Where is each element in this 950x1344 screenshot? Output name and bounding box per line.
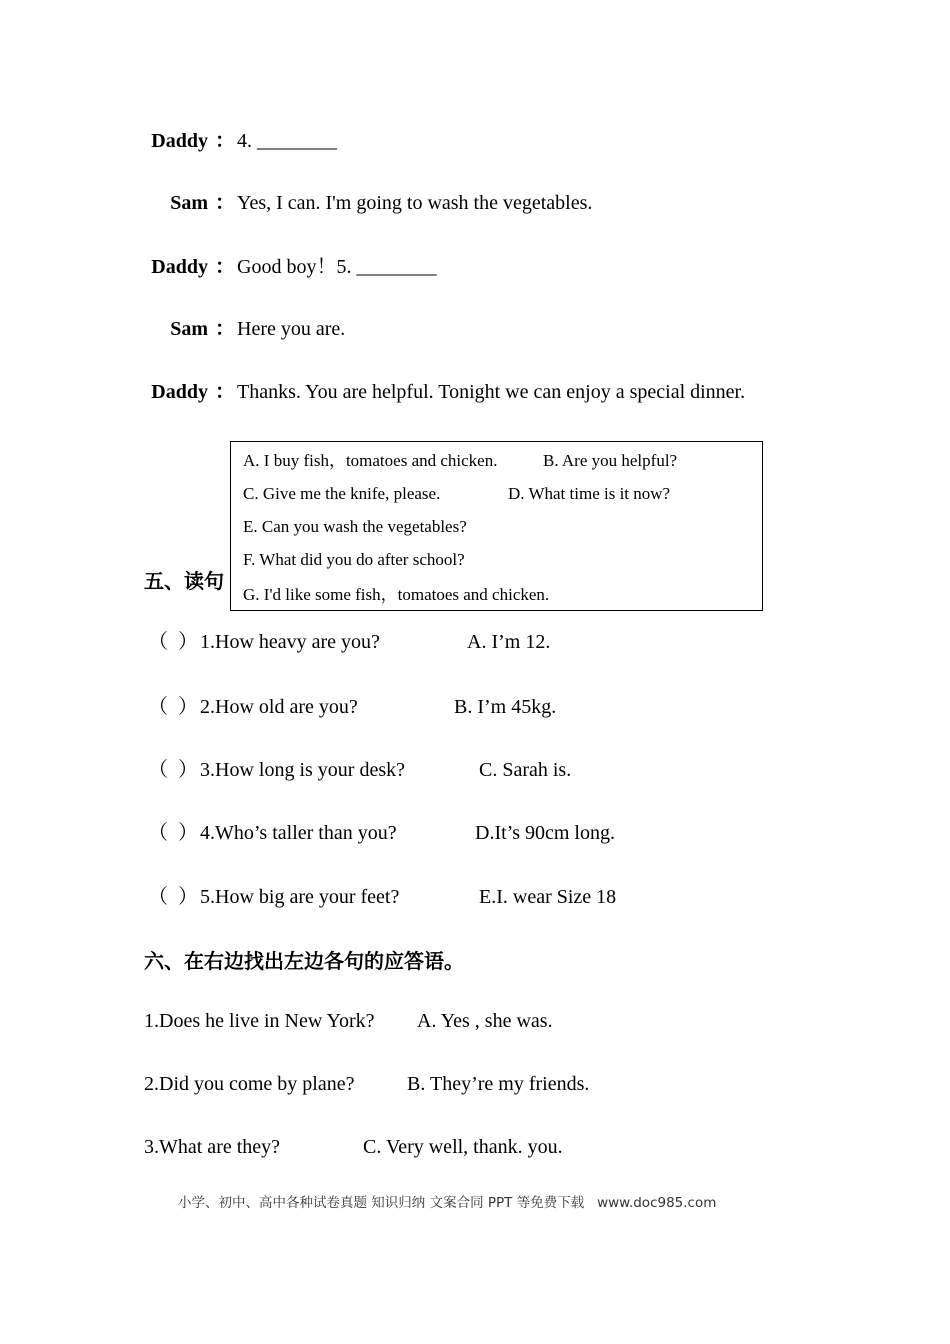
answer-option: C. Sarah is. [479, 759, 572, 781]
option-d: D. What time is it now? [508, 484, 671, 503]
dialogue-line: Good boy！5. ________ [237, 256, 437, 278]
answer-option: B. They’re my friends. [407, 1073, 590, 1095]
colon: ： [215, 256, 235, 278]
question: 1.Does he live in New York? [144, 1010, 375, 1032]
option-b: B. Are you helpful? [543, 451, 678, 470]
question: 3.How long is your desk? [200, 759, 405, 781]
question: 2.Did you come by plane? [144, 1073, 355, 1095]
dialogue-line: Here you are. [237, 318, 346, 340]
answer-blank[interactable]: （ ） [148, 696, 198, 718]
speaker: Sam [170, 192, 208, 214]
colon: ： [215, 381, 235, 403]
colon: ： [215, 130, 235, 152]
footer-text: 小学、初中、高中各种试卷真题 知识归纳 文案合同 PPT 等免费下载 www.doc985.com [178, 1195, 717, 1211]
question: 3.What are they? [144, 1136, 281, 1158]
colon: ： [215, 192, 235, 214]
option-g: G. I'd like some fish，tomatoes and chicken. [243, 585, 550, 604]
answer-blank[interactable]: （ ） [148, 822, 198, 844]
dialogue-line: Thanks. You are helpful. Tonight we can enjoy a special dinner. [237, 381, 746, 403]
answer-blank[interactable]: （ ） [148, 759, 198, 781]
question: 4.Who’s taller than you? [200, 822, 397, 844]
answer-option: C. Very well, thank. you. [363, 1136, 563, 1158]
option-e: E. Can you wash the vegetables? [243, 517, 467, 536]
answer-option: D.It’s 90cm long. [475, 822, 615, 844]
section6-heading: 六、在右边找出左边各句的应答语。 [144, 949, 464, 973]
speaker: Daddy [151, 130, 208, 152]
answer-blank[interactable]: （ ） [148, 886, 198, 908]
speaker: Daddy [151, 256, 208, 278]
question: 5.How big are your feet? [200, 886, 400, 908]
colon: ： [215, 318, 235, 340]
dialogue-line: Yes, I can. I'm going to wash the vegetables. [237, 192, 593, 214]
answer-option: A. Yes , she was. [417, 1010, 553, 1032]
answer-option: E.I. wear Size 18 [479, 886, 617, 908]
question: 1.How heavy are you? [200, 631, 380, 653]
dialogue-line: 4. ________ [237, 130, 337, 152]
speaker: Sam [170, 318, 208, 340]
answer-option: A. I’m 12. [467, 631, 551, 653]
answer-option: B. I’m 45kg. [454, 696, 557, 718]
section5-heading: 五、读句 [144, 569, 224, 593]
answer-blank[interactable]: （ ） [148, 631, 198, 653]
speaker: Daddy [151, 381, 208, 403]
option-c: C. Give me the knife, please. [243, 484, 441, 503]
options-box [230, 441, 763, 611]
option-a: A. I buy fish，tomatoes and chicken. [243, 451, 498, 470]
option-f: F. What did you do after school? [243, 550, 465, 569]
question: 2.How old are you? [200, 696, 358, 718]
